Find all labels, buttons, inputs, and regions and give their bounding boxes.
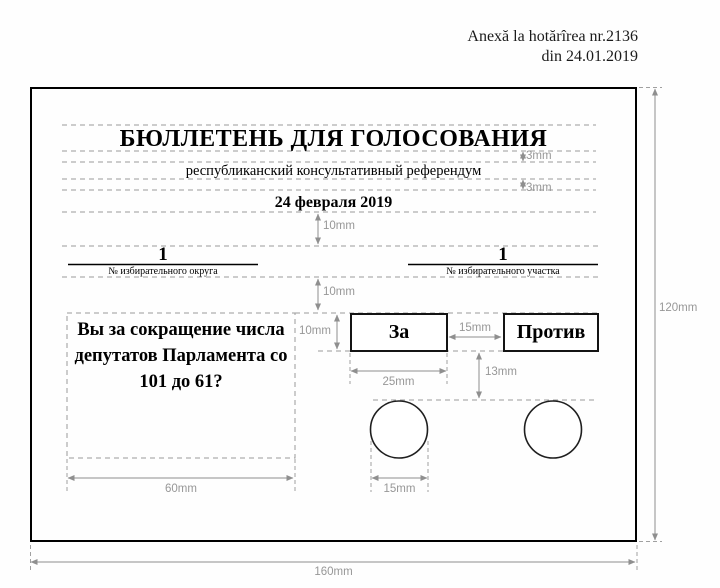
precinct-caption: № избирательного участка	[446, 266, 560, 277]
dim-label-date-to-numbers: 10mm	[323, 220, 355, 232]
option-box-no	[503, 313, 599, 352]
question-line2: депутатов Парламента со	[74, 346, 288, 366]
annex-note-line2: din 24.01.2019	[541, 47, 638, 65]
dim-label-ballot-height: 120mm	[659, 302, 698, 314]
dim-label-option-box-spacing: 15mm	[459, 322, 491, 334]
dim-label-title-gap: 3mm	[526, 150, 552, 162]
option-yes-label: За	[388, 321, 410, 343]
dim-label-box-to-circle: 13mm	[485, 366, 517, 378]
ballot-date: 24 февраля 2019	[274, 194, 393, 211]
district-number: 1	[158, 244, 168, 265]
dim-label-circle-diameter: 15mm	[383, 483, 416, 495]
question-line1: Вы за сокращение числа	[77, 320, 285, 340]
vote-circle-no	[525, 401, 582, 458]
option-no-label: Против	[516, 321, 586, 343]
ballot-title: БЮЛЛЕТЕНЬ ДЛЯ ГОЛОСОВАНИЯ	[119, 126, 548, 152]
dim-label-question-box-width: 60mm	[165, 483, 197, 495]
dim-label-option-box-height: 10mm	[299, 325, 331, 337]
vote-circle-yes	[371, 401, 428, 458]
question-line3: 101 до 61?	[139, 372, 223, 392]
annex-note-line1: Anexă la hotărîrea nr.2136	[467, 28, 638, 45]
dim-label-ballot-width: 160mm	[314, 566, 353, 578]
option-box-yes	[350, 313, 448, 352]
dim-label-numbers-to-options: 10mm	[323, 286, 355, 298]
ballot-subtitle: республиканский консультативный референдум	[185, 163, 482, 179]
dim-label-subtitle-gap: 3mm	[526, 182, 552, 194]
dim-label-option-box-width: 25mm	[382, 376, 415, 388]
district-caption: № избирательного округа	[108, 266, 218, 277]
annex-note	[380, 27, 638, 66]
referendum-question	[69, 317, 293, 395]
vote-circles	[371, 401, 582, 458]
precinct-number: 1	[498, 244, 508, 265]
